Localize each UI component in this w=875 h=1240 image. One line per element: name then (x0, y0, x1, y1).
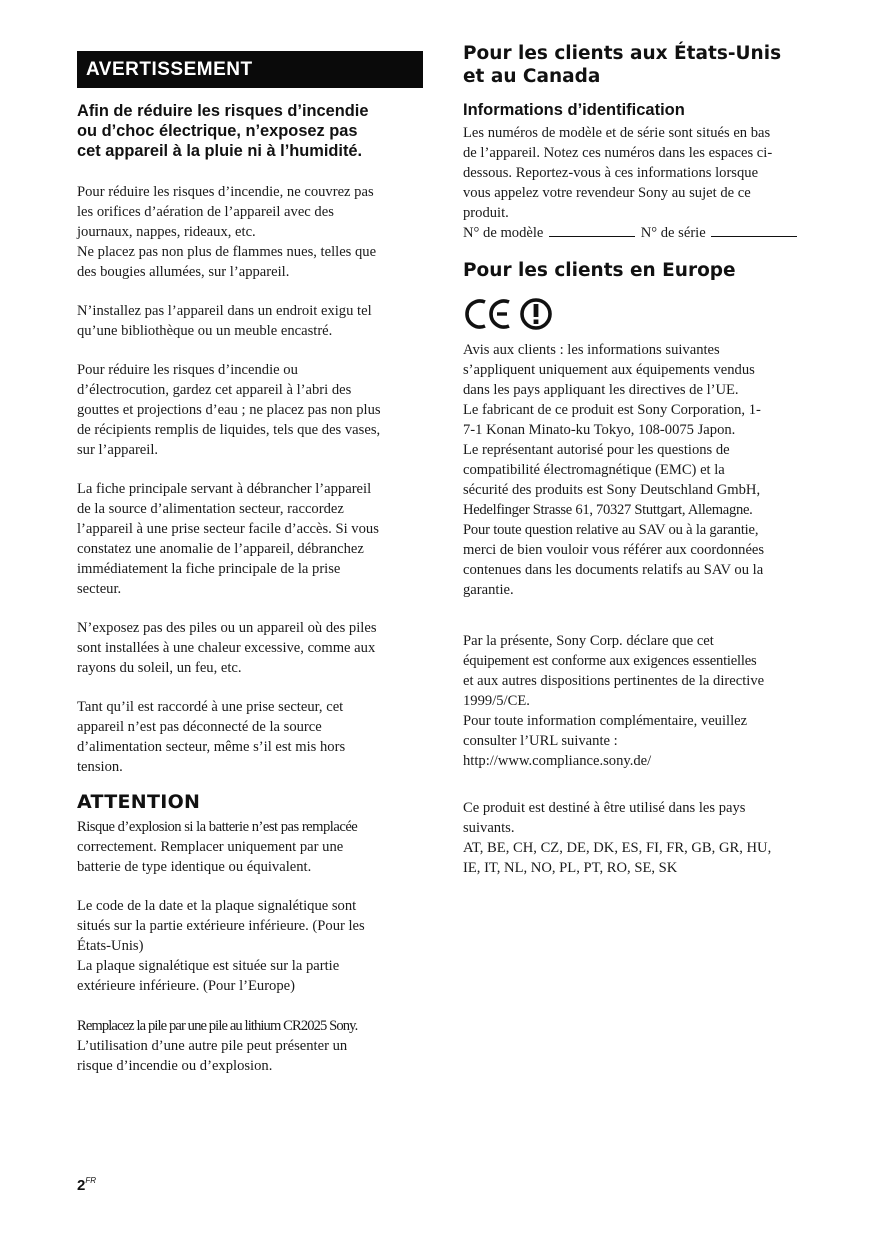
text-line: d’électrocution, gardez cet appareil à l’abri des (77, 382, 352, 398)
identification-subtitle: Informations d’identification (463, 101, 685, 119)
text-line: Ce produit est destiné à être utilisé dans les pays (463, 800, 746, 816)
text-line: rayons du soleil, un feu, etc. (77, 660, 242, 676)
text-line: 1999/5/CE. (463, 693, 530, 709)
text-line: Le représentant autorisé pour les questions de (463, 442, 730, 458)
warning-subtitle-line: Afin de réduire les risques d’incendie (77, 102, 369, 120)
text-line: Pour toute question relative au SAV ou à la garantie, (463, 522, 759, 538)
text-line: s’appliquent uniquement aux équipements vendus (463, 362, 755, 378)
text-line: sécurité des produits est Sony Deutschland GmbH, (463, 482, 761, 498)
warning-subtitle (77, 101, 423, 161)
attention-paragraph (77, 1016, 423, 1076)
text-line: 7-1 Konan Minato-ku Tokyo, 108-0075 Japon. (463, 422, 736, 438)
text-line: de récipients remplis de liquides, tels que des vases, (77, 422, 381, 438)
warning-banner: AVERTISSEMENT (77, 51, 423, 88)
text-line: Pour réduire les risques d’incendie, ne couvrez pas (77, 184, 374, 200)
text-line: compatibilité électromagnétique (EMC) et la (463, 462, 725, 478)
usa-canada-title (463, 42, 823, 88)
text-line: et aux autres dispositions pertinentes de la directive (463, 673, 765, 689)
text-line: risque d’incendie ou d’explosion. (77, 1058, 273, 1074)
warning-paragraph (77, 360, 423, 460)
text-line: des bougies allumées, sur l’appareil. (77, 264, 290, 280)
usa-canada-title-line: et au Canada (463, 66, 601, 87)
text-line: dans les pays appliquant les directives de l’UE. (463, 382, 739, 398)
text-line: N’exposez pas des piles ou un appareil où des piles (77, 620, 377, 636)
serial-number-blank (711, 223, 797, 237)
identification-paragraph (463, 123, 813, 243)
text-line: immédiatement la fiche principale de la prise (77, 561, 341, 577)
text-line: États-Unis) (77, 938, 144, 954)
model-number-label: N° de modèle (463, 225, 544, 241)
europe-paragraph (463, 340, 813, 600)
warning-subtitle-line: ou d’choc électrique, n’exposez pas (77, 122, 358, 140)
text-line: situés sur la partie extérieure inférieure. (Pour les (77, 918, 365, 934)
usa-canada-title-line: Pour les clients aux États-Unis (463, 43, 782, 64)
text-line: tension. (77, 759, 123, 775)
text-line: qu’une bibliothèque ou un meuble encastré. (77, 323, 333, 339)
text-line: suivants. (463, 820, 515, 836)
text-line: Tant qu’il est raccordé à une prise secteur, cet (77, 699, 344, 715)
europe-paragraph (463, 798, 813, 878)
page-number (77, 1176, 96, 1194)
warning-paragraph (77, 182, 423, 282)
attention-paragraph (77, 896, 423, 996)
text-line: produit. (463, 205, 509, 221)
alert-circle-icon (522, 300, 550, 328)
text-line: Le code de la date et la plaque signalétique sont (77, 898, 357, 914)
text-line: Les numéros de modèle et de série sont situés en bas (463, 125, 771, 141)
text-line: Pour toute information complémentaire, veuillez (463, 713, 748, 729)
text-line: de la source d’alimentation secteur, raccordez (77, 501, 344, 517)
text-line: les orifices d’aération de l’appareil avec des (77, 204, 334, 220)
text-line: merci de bien vouloir vous référer aux coordonnées (463, 542, 765, 558)
text-line: équipement est conforme aux exigences essentielles (463, 653, 757, 669)
text-line: AT, BE, CH, CZ, DE, DK, ES, FI, FR, GB, GR, HU, (463, 840, 772, 856)
text-line: Ne placez pas non plus de flammes nues, telles que (77, 244, 377, 260)
model-serial-line (463, 223, 813, 243)
ce-mark-icon (463, 296, 559, 332)
text-line: journaux, nappes, rideaux, etc. (77, 224, 256, 240)
text-line: Pour réduire les risques d’incendie ou (77, 362, 298, 378)
warning-paragraph (77, 697, 423, 777)
text-line: constatez une anomalie de l’appareil, débranchez (77, 541, 364, 557)
text-line: sur l’appareil. (77, 442, 159, 458)
text-line: La fiche principale servant à débrancher l’appareil (77, 481, 372, 497)
text-line: garantie. (463, 582, 514, 598)
text-line: contenues dans les documents relatifs au SAV ou la (463, 562, 764, 578)
text-line: N’installez pas l’appareil dans un endroit exigu tel (77, 303, 372, 319)
ce-alert-marks (463, 296, 559, 332)
text-line: Par la présente, Sony Corp. déclare que cet (463, 633, 714, 649)
warning-subtitle-line: cet appareil à la pluie ni à l’humidité. (77, 142, 363, 160)
text-line: appareil n’est pas déconnecté de la source (77, 719, 322, 735)
text-line: L’utilisation d’une autre pile peut présenter un (77, 1038, 348, 1054)
warning-paragraph (77, 301, 423, 341)
warning-paragraph (77, 618, 423, 678)
text-line: extérieure inférieure. (Pour l’Europe) (77, 978, 295, 994)
text-line: gouttes et projections d’eau ; ne placez pas non plus (77, 402, 381, 418)
model-number-blank (549, 223, 635, 237)
page-language: FR (85, 1176, 97, 1185)
text-line: de l’appareil. Notez ces numéros dans les espaces ci- (463, 145, 773, 161)
compliance-url: http://www.compliance.sony.de/ (463, 753, 652, 769)
text-line: Avis aux clients : les informations suivantes (463, 342, 720, 358)
text-line: vous appelez votre revendeur Sony au sujet de ce (463, 185, 751, 201)
text-line: consulter l’URL suivante : (463, 733, 618, 749)
text-line: batterie de type identique ou équivalent. (77, 859, 312, 875)
europe-paragraph (463, 631, 813, 771)
page-number-value: 2 (77, 1177, 86, 1194)
text-line: IE, IT, NL, NO, PL, PT, RO, SE, SK (463, 860, 678, 876)
text-line: La plaque signalétique est située sur la partie (77, 958, 340, 974)
text-line: Remplacez la pile par une pile au lithium CR2025 Sony. (77, 1018, 358, 1034)
europe-title: Pour les clients en Europe (463, 260, 736, 281)
text-line: secteur. (77, 581, 122, 597)
text-line: dessous. Reportez-vous à ces informations lorsque (463, 165, 759, 181)
text-line: Hedelfinger Strasse 61, 70327 Stuttgart, Allemagne. (463, 502, 753, 518)
attention-paragraph (77, 817, 423, 877)
text-line: Risque d’explosion si la batterie n’est pas remplacée (77, 819, 358, 835)
text-line: Le fabricant de ce produit est Sony Corporation, 1- (463, 402, 761, 418)
text-line: correctement. Remplacer uniquement par une (77, 839, 344, 855)
text-line: sont installées à une chaleur excessive, comme aux (77, 640, 376, 656)
text-line: d’alimentation secteur, même s’il est mis hors (77, 739, 346, 755)
text-line: l’appareil à une prise secteur facile d’accès. Si vous (77, 521, 379, 537)
serial-number-label: N° de série (640, 225, 706, 241)
warning-paragraph (77, 479, 423, 599)
attention-title: ATTENTION (77, 791, 201, 813)
